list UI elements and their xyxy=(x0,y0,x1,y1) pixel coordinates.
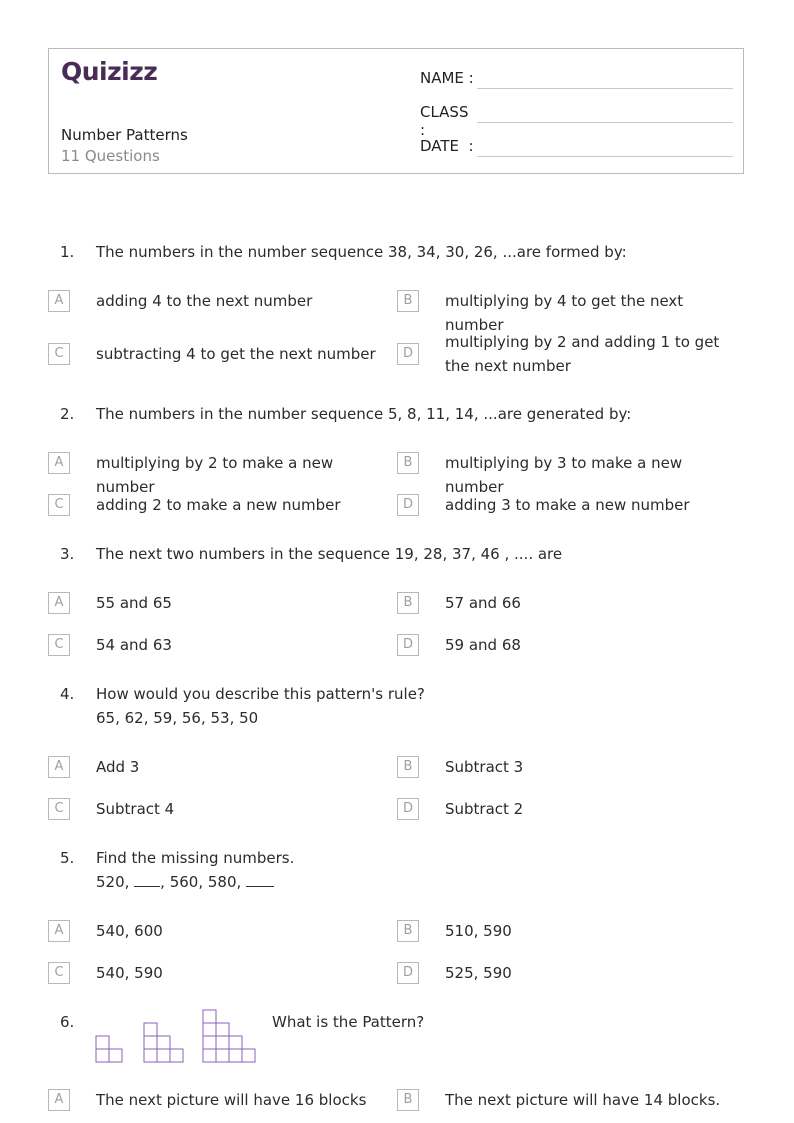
option-letter-box[interactable]: C xyxy=(48,962,70,984)
option-text: The next picture will have 14 blocks. xyxy=(445,1091,721,1109)
block xyxy=(203,1049,216,1062)
block-figure-3 xyxy=(203,1010,255,1062)
option-letter-box[interactable]: C xyxy=(48,798,70,820)
option-text: adding 2 to make a new number xyxy=(96,496,341,514)
question-number: 3. xyxy=(60,545,75,563)
question-text: How would you describe this pattern's rule? xyxy=(96,685,425,703)
option-letter-box[interactable]: C xyxy=(48,634,70,656)
answer-blank xyxy=(246,872,274,887)
question-count: 11 Questions xyxy=(61,147,160,165)
question-text: Find the missing numbers. xyxy=(96,849,295,867)
option-text: 59 and 68 xyxy=(445,636,521,654)
class-line[interactable] xyxy=(477,122,733,123)
option-text: multiplying by 4 to get the next number xyxy=(445,292,684,334)
block xyxy=(109,1049,122,1062)
option-text: 57 and 66 xyxy=(445,594,521,612)
block xyxy=(157,1049,170,1062)
option-letter-box[interactable]: D xyxy=(397,634,419,656)
question-text: What is the Pattern? xyxy=(272,1013,425,1031)
block xyxy=(229,1036,242,1049)
block xyxy=(144,1023,157,1036)
block xyxy=(216,1023,229,1036)
question-text: The numbers in the number sequence 38, 34, 30, 26, ...are formed by: xyxy=(96,243,627,261)
option-letter-box[interactable]: A xyxy=(48,290,70,312)
option-text: The next picture will have 16 blocks xyxy=(96,1091,367,1109)
option-text: Subtract 3 xyxy=(445,758,524,776)
option-letter-box[interactable]: B xyxy=(397,592,419,614)
sequence-start: 520, xyxy=(96,873,135,891)
block xyxy=(144,1049,157,1062)
block-figure-2 xyxy=(144,1023,183,1062)
option-text: adding 3 to make a new number xyxy=(445,496,690,514)
question-number: 2. xyxy=(60,405,75,423)
date-line[interactable] xyxy=(477,156,733,157)
block xyxy=(242,1049,255,1062)
class-field[interactable] xyxy=(420,103,477,139)
option-letter-box[interactable]: A xyxy=(48,920,70,942)
block xyxy=(203,1036,216,1049)
worksheet-title: Number Patterns xyxy=(61,126,188,144)
option-letter-box[interactable]: B xyxy=(397,756,419,778)
option-text: 540, 590 xyxy=(96,964,163,982)
option-text: multiplying by 2 to make a new number xyxy=(96,454,334,496)
option-text: 55 and 65 xyxy=(96,594,172,612)
option-letter-box[interactable]: D xyxy=(397,343,419,365)
option-letter-box[interactable]: B xyxy=(397,1089,419,1111)
worksheet-header xyxy=(48,48,744,174)
option-text: adding 4 to the next number xyxy=(96,292,313,310)
date-field[interactable] xyxy=(420,137,477,155)
name-label: NAME : xyxy=(420,69,474,87)
block xyxy=(96,1036,109,1049)
date-label: DATE : xyxy=(420,137,474,155)
option-letter-box[interactable]: A xyxy=(48,452,70,474)
option-letter-box[interactable]: B xyxy=(397,452,419,474)
option-letter-box[interactable]: C xyxy=(48,343,70,365)
option-text: 54 and 63 xyxy=(96,636,172,654)
block xyxy=(96,1049,109,1062)
question-number: 5. xyxy=(60,849,75,867)
option-letter-box[interactable]: B xyxy=(397,290,419,312)
option-text: Add 3 xyxy=(96,758,140,776)
option-letter-box[interactable]: A xyxy=(48,592,70,614)
block xyxy=(157,1036,170,1049)
question-text: The next two numbers in the sequence 19, 28, 37, 46 , .... are xyxy=(96,545,563,563)
option-text: 525, 590 xyxy=(445,964,512,982)
block xyxy=(170,1049,183,1062)
name-line[interactable] xyxy=(477,88,733,89)
option-letter-box[interactable]: C xyxy=(48,494,70,516)
block xyxy=(144,1036,157,1049)
question-number: 1. xyxy=(60,243,75,261)
option-text: 510, 590 xyxy=(445,922,512,940)
option-text: 540, 600 xyxy=(96,922,163,940)
question-text: The numbers in the number sequence 5, 8, 11, 14, ...are generated by: xyxy=(96,405,632,423)
class-label: CLASS : xyxy=(420,103,469,139)
block xyxy=(203,1010,216,1023)
answer-blank xyxy=(134,872,160,887)
question-sequence: 65, 62, 59, 56, 53, 50 xyxy=(96,709,259,727)
block-pattern-figure xyxy=(95,1009,260,1065)
option-text: Subtract 4 xyxy=(96,800,175,818)
option-text: multiplying by 2 and adding 1 to get the next number xyxy=(445,333,720,375)
option-text: Subtract 2 xyxy=(445,800,524,818)
block xyxy=(216,1049,229,1062)
question-sequence xyxy=(96,870,736,894)
option-letter-box[interactable]: D xyxy=(397,962,419,984)
block xyxy=(229,1049,242,1062)
block-figure-1 xyxy=(96,1036,122,1062)
question-number: 6. xyxy=(60,1013,75,1031)
block xyxy=(216,1036,229,1049)
option-letter-box[interactable]: D xyxy=(397,494,419,516)
option-text: subtracting 4 to get the next number xyxy=(96,345,376,363)
option-letter-box[interactable]: B xyxy=(397,920,419,942)
option-letter-box[interactable]: A xyxy=(48,1089,70,1111)
option-letter-box[interactable]: D xyxy=(397,798,419,820)
name-field[interactable] xyxy=(420,69,477,87)
block xyxy=(203,1023,216,1036)
quizizz-logo: Quizizz xyxy=(61,57,158,86)
option-text: multiplying by 3 to make a new number xyxy=(445,454,683,496)
question-number: 4. xyxy=(60,685,75,703)
option-letter-box[interactable]: A xyxy=(48,756,70,778)
sequence-middle: , 560, 580, xyxy=(160,873,247,891)
